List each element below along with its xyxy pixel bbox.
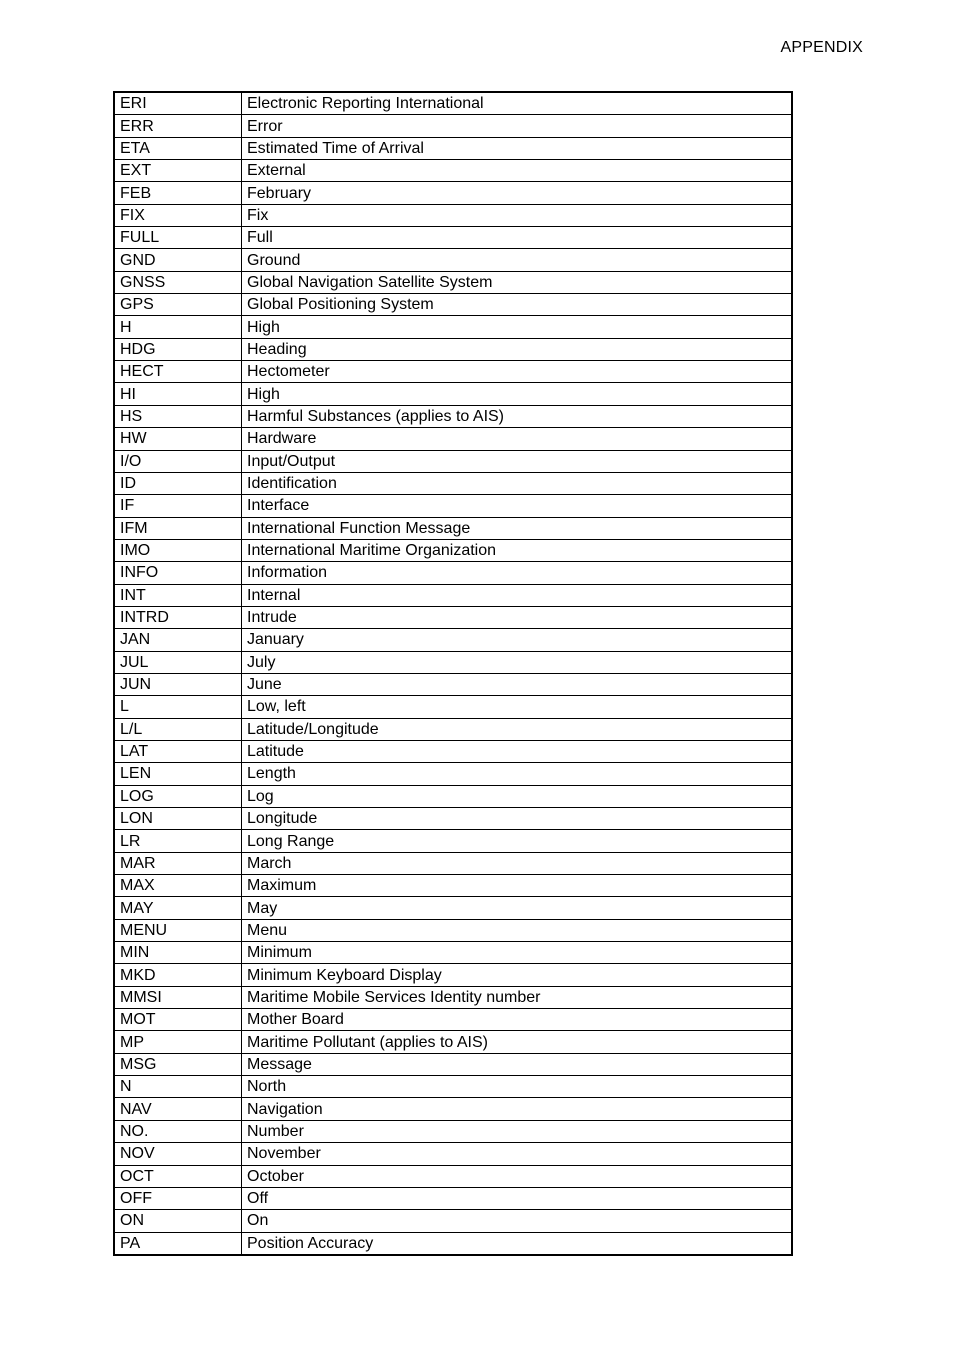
definition-cell: North — [242, 1076, 793, 1098]
table-row — [114, 1187, 792, 1209]
definition-cell: May — [242, 897, 793, 919]
table-row — [114, 629, 792, 651]
abbreviation-cell: MSG — [114, 1053, 242, 1075]
table-row — [114, 1120, 792, 1142]
abbreviation-cell: MP — [114, 1031, 242, 1053]
table-row — [114, 1076, 792, 1098]
abbreviation-cell: PA — [114, 1232, 242, 1255]
definition-cell: Position Accuracy — [242, 1232, 793, 1255]
abbreviation-cell: MKD — [114, 964, 242, 986]
definition-cell: Longitude — [242, 808, 793, 830]
table-row — [114, 472, 792, 494]
table-row — [114, 428, 792, 450]
table-row — [114, 271, 792, 293]
definition-cell: International Function Message — [242, 517, 793, 539]
table-row — [114, 852, 792, 874]
definition-cell: Number — [242, 1120, 793, 1142]
table-row — [114, 785, 792, 807]
abbreviation-cell: IFM — [114, 517, 242, 539]
definition-cell: Identification — [242, 472, 793, 494]
definition-cell: Maritime Pollutant (applies to AIS) — [242, 1031, 793, 1053]
table-row — [114, 1009, 792, 1031]
table-row — [114, 696, 792, 718]
definition-cell: Navigation — [242, 1098, 793, 1120]
table-row — [114, 942, 792, 964]
abbreviation-cell: FULL — [114, 227, 242, 249]
definition-cell: Internal — [242, 584, 793, 606]
table-row — [114, 92, 792, 115]
abbreviation-cell: HDG — [114, 338, 242, 360]
table-row — [114, 450, 792, 472]
abbreviation-cell: INT — [114, 584, 242, 606]
table-row — [114, 517, 792, 539]
table-row — [114, 539, 792, 561]
table-row — [114, 1165, 792, 1187]
table-row — [114, 405, 792, 427]
abbreviation-cell: OCT — [114, 1165, 242, 1187]
definition-cell: Heading — [242, 338, 793, 360]
definition-cell: January — [242, 629, 793, 651]
abbreviation-cell: N — [114, 1076, 242, 1098]
abbreviation-cell: LON — [114, 808, 242, 830]
table-row — [114, 1031, 792, 1053]
abbreviation-cell: MAX — [114, 875, 242, 897]
abbreviation-cell: GND — [114, 249, 242, 271]
abbreviation-cell: MAY — [114, 897, 242, 919]
abbreviation-cell: GNSS — [114, 271, 242, 293]
abbreviation-cell: HECT — [114, 361, 242, 383]
definition-cell: Harmful Substances (applies to AIS) — [242, 405, 793, 427]
table-row — [114, 673, 792, 695]
definition-cell: Estimated Time of Arrival — [242, 137, 793, 159]
table-row — [114, 137, 792, 159]
abbreviation-cell: HW — [114, 428, 242, 450]
abbreviation-cell: NAV — [114, 1098, 242, 1120]
abbreviation-cell: ETA — [114, 137, 242, 159]
table-row — [114, 1098, 792, 1120]
definition-cell: On — [242, 1210, 793, 1232]
definition-cell: Fix — [242, 204, 793, 226]
definition-cell: Minimum — [242, 942, 793, 964]
table-row — [114, 584, 792, 606]
table-row — [114, 204, 792, 226]
abbreviation-cell: MENU — [114, 919, 242, 941]
definition-cell: Low, left — [242, 696, 793, 718]
abbreviation-cell: MMSI — [114, 986, 242, 1008]
table-row — [114, 740, 792, 762]
definition-cell: Input/Output — [242, 450, 793, 472]
table-row — [114, 964, 792, 986]
table-row — [114, 249, 792, 271]
definition-cell: Latitude — [242, 740, 793, 762]
table-row — [114, 763, 792, 785]
abbreviation-cell: ERI — [114, 92, 242, 115]
definition-cell: Hardware — [242, 428, 793, 450]
abbreviation-table-body — [114, 92, 792, 1255]
definition-cell: Electronic Reporting International — [242, 92, 793, 115]
abbreviation-cell: LAT — [114, 740, 242, 762]
abbreviation-cell: JUN — [114, 673, 242, 695]
definition-cell: Message — [242, 1053, 793, 1075]
definition-cell: Mother Board — [242, 1009, 793, 1031]
definition-cell: Maximum — [242, 875, 793, 897]
table-row — [114, 1210, 792, 1232]
section-header: APPENDIX — [780, 39, 863, 56]
abbreviation-cell: L — [114, 696, 242, 718]
definition-cell: Menu — [242, 919, 793, 941]
definition-cell: External — [242, 160, 793, 182]
definition-cell: International Maritime Organization — [242, 539, 793, 561]
definition-cell: Interface — [242, 495, 793, 517]
table-row — [114, 182, 792, 204]
table-row — [114, 383, 792, 405]
table-row — [114, 495, 792, 517]
abbreviation-cell: HI — [114, 383, 242, 405]
abbreviation-cell: JAN — [114, 629, 242, 651]
abbreviation-cell: JUL — [114, 651, 242, 673]
table-row — [114, 294, 792, 316]
abbreviation-cell: I/O — [114, 450, 242, 472]
table-row — [114, 830, 792, 852]
definition-cell: Minimum Keyboard Display — [242, 964, 793, 986]
table-row — [114, 651, 792, 673]
table-row — [114, 1143, 792, 1165]
abbreviation-cell: MAR — [114, 852, 242, 874]
abbreviation-cell: IF — [114, 495, 242, 517]
abbreviation-cell: HS — [114, 405, 242, 427]
definition-cell: Off — [242, 1187, 793, 1209]
table-row — [114, 338, 792, 360]
abbreviation-cell: NO. — [114, 1120, 242, 1142]
abbreviation-cell: MOT — [114, 1009, 242, 1031]
definition-cell: Latitude/Longitude — [242, 718, 793, 740]
abbreviation-cell: H — [114, 316, 242, 338]
abbreviation-cell: INFO — [114, 562, 242, 584]
table-row — [114, 361, 792, 383]
definition-cell: Global Navigation Satellite System — [242, 271, 793, 293]
definition-cell: Intrude — [242, 606, 793, 628]
definition-cell: Long Range — [242, 830, 793, 852]
table-row — [114, 986, 792, 1008]
abbreviation-cell: FIX — [114, 204, 242, 226]
abbreviation-cell: IMO — [114, 539, 242, 561]
abbreviation-cell: INTRD — [114, 606, 242, 628]
definition-cell: Length — [242, 763, 793, 785]
abbreviation-cell: GPS — [114, 294, 242, 316]
definition-cell: Error — [242, 115, 793, 137]
abbreviation-cell: LEN — [114, 763, 242, 785]
definition-cell: July — [242, 651, 793, 673]
table-row — [114, 227, 792, 249]
definition-cell: High — [242, 383, 793, 405]
definition-cell: February — [242, 182, 793, 204]
definition-cell: Maritime Mobile Services Identity number — [242, 986, 793, 1008]
abbreviation-cell: OFF — [114, 1187, 242, 1209]
definition-cell: Information — [242, 562, 793, 584]
abbreviation-cell: ON — [114, 1210, 242, 1232]
definition-cell: June — [242, 673, 793, 695]
table-row — [114, 115, 792, 137]
abbreviation-table — [113, 91, 793, 1256]
definition-cell: Global Positioning System — [242, 294, 793, 316]
abbreviation-cell: MIN — [114, 942, 242, 964]
abbreviation-cell: EXT — [114, 160, 242, 182]
abbreviation-cell: LR — [114, 830, 242, 852]
abbreviation-cell: L/L — [114, 718, 242, 740]
table-row — [114, 875, 792, 897]
definition-cell: Hectometer — [242, 361, 793, 383]
abbreviation-cell: ERR — [114, 115, 242, 137]
definition-cell: Log — [242, 785, 793, 807]
table-row — [114, 1232, 792, 1255]
abbreviation-cell: LOG — [114, 785, 242, 807]
table-row — [114, 1053, 792, 1075]
definition-cell: Full — [242, 227, 793, 249]
table-row — [114, 606, 792, 628]
abbreviation-cell: NOV — [114, 1143, 242, 1165]
definition-cell: October — [242, 1165, 793, 1187]
definition-cell: November — [242, 1143, 793, 1165]
table-row — [114, 718, 792, 740]
table-row — [114, 897, 792, 919]
definition-cell: Ground — [242, 249, 793, 271]
table-row — [114, 160, 792, 182]
definition-cell: High — [242, 316, 793, 338]
table-row — [114, 808, 792, 830]
table-row — [114, 316, 792, 338]
abbreviation-cell: ID — [114, 472, 242, 494]
definition-cell: March — [242, 852, 793, 874]
table-row — [114, 919, 792, 941]
abbreviation-cell: FEB — [114, 182, 242, 204]
table-row — [114, 562, 792, 584]
